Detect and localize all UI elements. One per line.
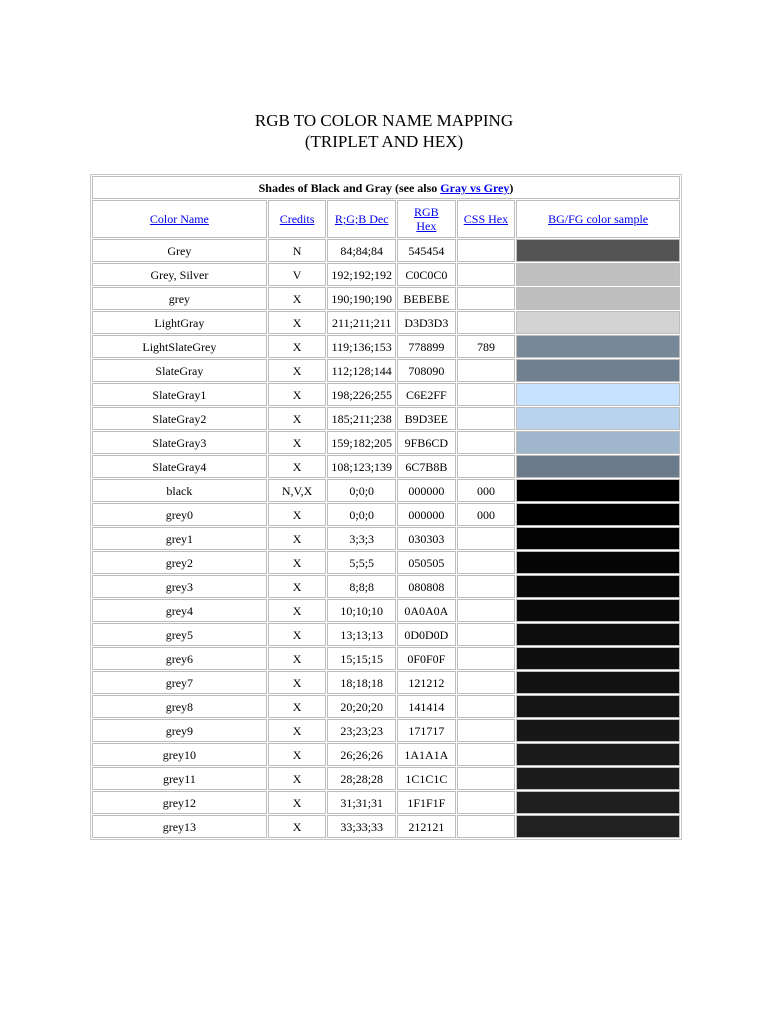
rgb-hex-cell: B9D3EE — [397, 407, 456, 430]
rgb-hex-cell: 0F0F0F — [397, 647, 456, 670]
rgb-dec-cell: 211;211;211 — [327, 311, 396, 334]
rgb-hex-cell: 545454 — [397, 239, 456, 262]
table-row — [92, 551, 680, 574]
rgb-hex-cell: 1C1C1C — [397, 767, 456, 790]
color-sample-cell — [516, 551, 680, 574]
color-swatch — [517, 432, 679, 453]
credits-cell: X — [268, 335, 327, 358]
credits-cell: X — [268, 599, 327, 622]
gray-vs-grey-link[interactable]: Gray vs Grey — [440, 180, 510, 195]
rgb-dec-cell: 5;5;5 — [327, 551, 396, 574]
color-swatch — [517, 456, 679, 477]
color-swatch — [517, 240, 679, 261]
color-name-cell: SlateGray3 — [92, 431, 267, 454]
rgb-hex-cell: 141414 — [397, 695, 456, 718]
table-caption-row — [92, 176, 680, 199]
css-hex-cell — [457, 311, 516, 334]
css-hex-cell — [457, 263, 516, 286]
color-name-cell: grey — [92, 287, 267, 310]
color-sample-cell — [516, 791, 680, 814]
css-hex-cell — [457, 623, 516, 646]
rgb-hex-cell: 6C7B8B — [397, 455, 456, 478]
rgb-dec-cell: 190;190;190 — [327, 287, 396, 310]
credits-cell: V — [268, 263, 327, 286]
color-sample-cell — [516, 623, 680, 646]
color-name-cell: grey1 — [92, 527, 267, 550]
credits-cell: X — [268, 551, 327, 574]
rgb-hex-cell: 778899 — [397, 335, 456, 358]
credits-cell: X — [268, 383, 327, 406]
color-name-cell: grey6 — [92, 647, 267, 670]
css-hex-cell — [457, 743, 516, 766]
color-sample-cell — [516, 287, 680, 310]
table-row — [92, 431, 680, 454]
header-rgb-dec-link[interactable]: R;G;B Dec — [334, 212, 389, 226]
color-swatch — [517, 576, 679, 597]
credits-cell: N,V,X — [268, 479, 327, 502]
header-credits[interactable] — [268, 200, 327, 238]
header-color-name[interactable] — [92, 200, 267, 238]
rgb-dec-cell: 8;8;8 — [327, 575, 396, 598]
color-swatch — [517, 504, 679, 525]
color-swatch — [517, 360, 679, 381]
header-rgb-hex[interactable] — [397, 200, 456, 238]
page-title — [0, 110, 768, 152]
color-swatch — [517, 264, 679, 285]
table-row — [92, 647, 680, 670]
rgb-hex-cell: 0D0D0D — [397, 623, 456, 646]
header-rgb-hex-line2: Hex — [416, 219, 437, 233]
rgb-hex-cell: C0C0C0 — [397, 263, 456, 286]
css-hex-cell: 000 — [457, 479, 516, 502]
color-swatch — [517, 720, 679, 741]
color-name-cell: grey9 — [92, 719, 267, 742]
rgb-hex-cell: D3D3D3 — [397, 311, 456, 334]
color-sample-cell — [516, 767, 680, 790]
table-row — [92, 599, 680, 622]
css-hex-cell — [457, 599, 516, 622]
table-row — [92, 695, 680, 718]
color-sample-cell — [516, 743, 680, 766]
css-hex-cell: 000 — [457, 503, 516, 526]
credits-cell: X — [268, 767, 327, 790]
color-name-cell: grey3 — [92, 575, 267, 598]
rgb-dec-cell: 33;33;33 — [327, 815, 396, 838]
color-swatch — [517, 672, 679, 693]
css-hex-cell — [457, 527, 516, 550]
credits-cell: X — [268, 407, 327, 430]
header-rgb-dec[interactable] — [327, 200, 396, 238]
color-name-cell: LightSlateGrey — [92, 335, 267, 358]
rgb-dec-cell: 18;18;18 — [327, 671, 396, 694]
rgb-hex-cell: 171717 — [397, 719, 456, 742]
rgb-dec-cell: 159;182;205 — [327, 431, 396, 454]
css-hex-cell — [457, 815, 516, 838]
credits-cell: N — [268, 239, 327, 262]
color-sample-cell — [516, 599, 680, 622]
rgb-hex-cell: 1F1F1F — [397, 791, 456, 814]
rgb-hex-cell: BEBEBE — [397, 287, 456, 310]
credits-cell: X — [268, 695, 327, 718]
credits-cell: X — [268, 671, 327, 694]
table-row — [92, 671, 680, 694]
color-name-cell: Grey — [92, 239, 267, 262]
css-hex-cell — [457, 455, 516, 478]
color-name-cell: grey0 — [92, 503, 267, 526]
header-color-sample-link[interactable]: BG/FG color sample — [548, 212, 649, 226]
rgb-dec-cell: 28;28;28 — [327, 767, 396, 790]
color-name-cell: grey7 — [92, 671, 267, 694]
rgb-dec-cell: 20;20;20 — [327, 695, 396, 718]
color-name-cell: grey4 — [92, 599, 267, 622]
color-swatch — [517, 312, 679, 333]
color-sample-cell — [516, 719, 680, 742]
table-row — [92, 623, 680, 646]
table-body — [92, 239, 680, 838]
color-swatch — [517, 408, 679, 429]
rgb-dec-cell: 84;84;84 — [327, 239, 396, 262]
header-color-sample[interactable] — [516, 200, 680, 238]
rgb-hex-cell: 000000 — [397, 503, 456, 526]
color-sample-cell — [516, 431, 680, 454]
color-name-cell: grey13 — [92, 815, 267, 838]
color-name-cell: SlateGray1 — [92, 383, 267, 406]
color-swatch — [517, 480, 679, 501]
color-swatch — [517, 648, 679, 669]
color-sample-cell — [516, 647, 680, 670]
css-hex-cell — [457, 407, 516, 430]
header-rgb-hex-link[interactable] — [414, 205, 439, 233]
table-row — [92, 719, 680, 742]
css-hex-cell — [457, 671, 516, 694]
color-swatch — [517, 624, 679, 645]
rgb-hex-cell: 708090 — [397, 359, 456, 382]
color-swatch — [517, 816, 679, 837]
rgb-dec-cell: 26;26;26 — [327, 743, 396, 766]
color-sample-cell — [516, 695, 680, 718]
color-swatch — [517, 768, 679, 789]
color-name-cell: grey5 — [92, 623, 267, 646]
color-sample-cell — [516, 239, 680, 262]
color-swatch — [517, 288, 679, 309]
color-swatch — [517, 696, 679, 717]
rgb-hex-cell: 121212 — [397, 671, 456, 694]
color-name-cell: SlateGray — [92, 359, 267, 382]
credits-cell: X — [268, 527, 327, 550]
rgb-dec-cell: 192;192;192 — [327, 263, 396, 286]
table-row — [92, 383, 680, 406]
color-sample-cell — [516, 263, 680, 286]
css-hex-cell — [457, 239, 516, 262]
color-swatch — [517, 384, 679, 405]
color-sample-cell — [516, 311, 680, 334]
title-line-2: (TRIPLET AND HEX) — [304, 132, 464, 151]
credits-cell: X — [268, 311, 327, 334]
color-name-cell: Grey, Silver — [92, 263, 267, 286]
credits-cell: X — [268, 503, 327, 526]
css-hex-cell — [457, 647, 516, 670]
rgb-dec-cell: 3;3;3 — [327, 527, 396, 550]
table-row — [92, 287, 680, 310]
rgb-dec-cell: 185;211;238 — [327, 407, 396, 430]
color-name-cell: grey2 — [92, 551, 267, 574]
rgb-dec-cell: 23;23;23 — [327, 719, 396, 742]
color-swatch — [517, 792, 679, 813]
rgb-hex-cell: 080808 — [397, 575, 456, 598]
color-swatch — [517, 600, 679, 621]
title-line-1: RGB TO COLOR NAME MAPPING — [254, 111, 514, 130]
credits-cell: X — [268, 455, 327, 478]
color-name-cell: black — [92, 479, 267, 502]
color-swatch — [517, 528, 679, 549]
header-credits-link[interactable]: Credits — [279, 212, 315, 226]
color-sample-cell — [516, 527, 680, 550]
header-rgb-hex-line1: RGB — [414, 205, 439, 219]
color-sample-cell — [516, 479, 680, 502]
css-hex-cell: 789 — [457, 335, 516, 358]
caption-suffix: ) — [509, 180, 514, 195]
credits-cell: X — [268, 719, 327, 742]
rgb-dec-cell: 13;13;13 — [327, 623, 396, 646]
color-name-cell: grey10 — [92, 743, 267, 766]
color-name-cell: grey8 — [92, 695, 267, 718]
color-sample-cell — [516, 455, 680, 478]
rgb-hex-cell: 000000 — [397, 479, 456, 502]
css-hex-cell — [457, 551, 516, 574]
rgb-dec-cell: 0;0;0 — [327, 479, 396, 502]
table-row — [92, 239, 680, 262]
table-row — [92, 479, 680, 502]
table-caption — [92, 176, 680, 199]
css-hex-cell — [457, 431, 516, 454]
credits-cell: X — [268, 743, 327, 766]
credits-cell: X — [268, 359, 327, 382]
rgb-hex-cell: 212121 — [397, 815, 456, 838]
rgb-dec-cell: 119;136;153 — [327, 335, 396, 358]
table-row — [92, 791, 680, 814]
css-hex-cell — [457, 575, 516, 598]
header-css-hex[interactable] — [457, 200, 516, 238]
color-swatch — [517, 744, 679, 765]
color-sample-cell — [516, 575, 680, 598]
header-css-hex-link[interactable]: CSS Hex — [463, 212, 509, 226]
rgb-dec-cell: 15;15;15 — [327, 647, 396, 670]
rgb-hex-cell: 050505 — [397, 551, 456, 574]
table-row — [92, 527, 680, 550]
css-hex-cell — [457, 383, 516, 406]
credits-cell: X — [268, 815, 327, 838]
color-sample-cell — [516, 671, 680, 694]
caption-text: Shades of Black and Gray (see also — [258, 180, 441, 195]
rgb-dec-cell: 108;123;139 — [327, 455, 396, 478]
color-sample-cell — [516, 335, 680, 358]
table-row — [92, 311, 680, 334]
color-mapping-table — [90, 174, 682, 840]
color-name-cell: SlateGray2 — [92, 407, 267, 430]
table-row — [92, 503, 680, 526]
rgb-hex-cell: 0A0A0A — [397, 599, 456, 622]
table-row — [92, 455, 680, 478]
table-row — [92, 335, 680, 358]
rgb-hex-cell: 030303 — [397, 527, 456, 550]
table-row — [92, 743, 680, 766]
credits-cell: X — [268, 431, 327, 454]
css-hex-cell — [457, 695, 516, 718]
rgb-hex-cell: C6E2FF — [397, 383, 456, 406]
color-sample-cell — [516, 503, 680, 526]
table-row — [92, 359, 680, 382]
rgb-dec-cell: 10;10;10 — [327, 599, 396, 622]
color-swatch — [517, 552, 679, 573]
credits-cell: X — [268, 623, 327, 646]
css-hex-cell — [457, 767, 516, 790]
color-sample-cell — [516, 359, 680, 382]
color-name-cell: grey11 — [92, 767, 267, 790]
color-name-cell: SlateGray4 — [92, 455, 267, 478]
credits-cell: X — [268, 791, 327, 814]
css-hex-cell — [457, 359, 516, 382]
css-hex-cell — [457, 287, 516, 310]
css-hex-cell — [457, 719, 516, 742]
color-name-cell: grey12 — [92, 791, 267, 814]
table-row — [92, 815, 680, 838]
table-header-row — [92, 200, 680, 238]
credits-cell: X — [268, 647, 327, 670]
color-swatch — [517, 336, 679, 357]
color-sample-cell — [516, 383, 680, 406]
table-row — [92, 767, 680, 790]
rgb-dec-cell: 112;128;144 — [327, 359, 396, 382]
table-row — [92, 263, 680, 286]
rgb-dec-cell: 31;31;31 — [327, 791, 396, 814]
table-row — [92, 407, 680, 430]
rgb-dec-cell: 198;226;255 — [327, 383, 396, 406]
color-name-cell: LightGray — [92, 311, 267, 334]
color-sample-cell — [516, 407, 680, 430]
css-hex-cell — [457, 791, 516, 814]
rgb-dec-cell: 0;0;0 — [327, 503, 396, 526]
header-color-name-link[interactable]: Color Name — [149, 212, 209, 226]
credits-cell: X — [268, 575, 327, 598]
table-row — [92, 575, 680, 598]
credits-cell: X — [268, 287, 327, 310]
rgb-hex-cell: 1A1A1A — [397, 743, 456, 766]
color-sample-cell — [516, 815, 680, 838]
rgb-hex-cell: 9FB6CD — [397, 431, 456, 454]
